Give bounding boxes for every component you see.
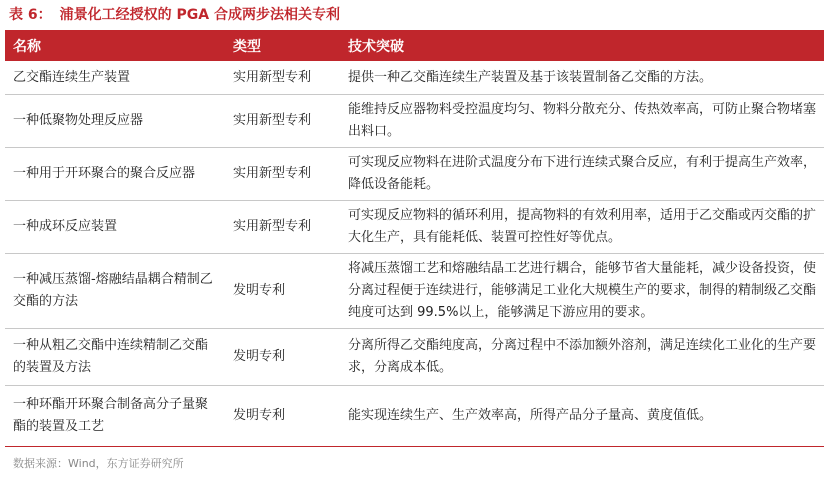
patent-table — [5, 31, 824, 447]
cell-breakthrough: 提供一种乙交酯连续生产装置及基于该装置制备乙交酯的方法。 — [340, 61, 824, 95]
table-row — [5, 95, 824, 148]
cell-name: 一种成环反应装置 — [5, 201, 225, 254]
cell-name: 乙交酯连续生产装置 — [5, 61, 225, 95]
table-row — [5, 61, 824, 95]
table-row — [5, 201, 824, 254]
table-caption: 浦景化工经授权的 PGA 合成两步法相关专利 — [59, 7, 340, 23]
cell-type: 发明专利 — [225, 254, 340, 329]
cell-breakthrough: 能实现连续生产、生产效率高，所得产品分子量高、黄度值低。 — [340, 386, 824, 447]
table-row — [5, 148, 824, 201]
cell-type: 实用新型专利 — [225, 201, 340, 254]
cell-type: 发明专利 — [225, 386, 340, 447]
patent-table-container — [5, 30, 824, 447]
cell-name: 一种从粗乙交酯中连续精制乙交酯的装置及方法 — [5, 329, 225, 386]
cell-type: 实用新型专利 — [225, 148, 340, 201]
header-type: 类型 — [233, 39, 261, 55]
data-source-note: 数据来源：Wind，东方证券研究所 — [13, 457, 184, 470]
cell-name: 一种减压蒸馏-熔融结晶耦合精制乙交酯的方法 — [5, 254, 225, 329]
cell-name: 一种环酯开环聚合制备高分子量聚酯的装置及工艺 — [5, 386, 225, 447]
cell-type: 实用新型专利 — [225, 95, 340, 148]
cell-name: 一种用于开环聚合的聚合反应器 — [5, 148, 225, 201]
cell-type: 实用新型专利 — [225, 61, 340, 95]
table-row — [5, 254, 824, 329]
cell-breakthrough: 将减压蒸馏工艺和熔融结晶工艺进行耦合，能够节省大量能耗，减少设备投资，使分离过程便于连续进行，能够满足工业化大规模生产的要求，制得的精制级乙交酯纯度可达到 99.5%以上，能够满足下游应用的要求。 — [340, 254, 824, 329]
table-title — [5, 0, 824, 30]
table-row — [5, 386, 824, 447]
cell-breakthrough: 分离所得乙交酯纯度高，分离过程中不添加额外溶剂，满足连续化工业化的生产要求，分离成本低。 — [340, 329, 824, 386]
cell-name: 一种低聚物处理反应器 — [5, 95, 225, 148]
table-number: 表 6： — [9, 7, 52, 23]
table-header-row — [5, 31, 824, 61]
header-name: 名称 — [13, 39, 41, 55]
cell-breakthrough: 能维持反应器物料受控温度均匀、物料分散充分、传热效率高，可防止聚合物堵塞出料口。 — [340, 95, 824, 148]
cell-breakthrough: 可实现反应物料的循环利用，提高物料的有效利用率，适用于乙交酯或丙交酯的扩大化生产，具有能耗低、装置可控性好等优点。 — [340, 201, 824, 254]
table-row — [5, 329, 824, 386]
cell-type: 发明专利 — [225, 329, 340, 386]
header-breakthrough: 技术突破 — [348, 39, 404, 55]
cell-breakthrough: 可实现反应物料在进阶式温度分布下进行连续式聚合反应，有利于提高生产效率，降低设备能耗。 — [340, 148, 824, 201]
